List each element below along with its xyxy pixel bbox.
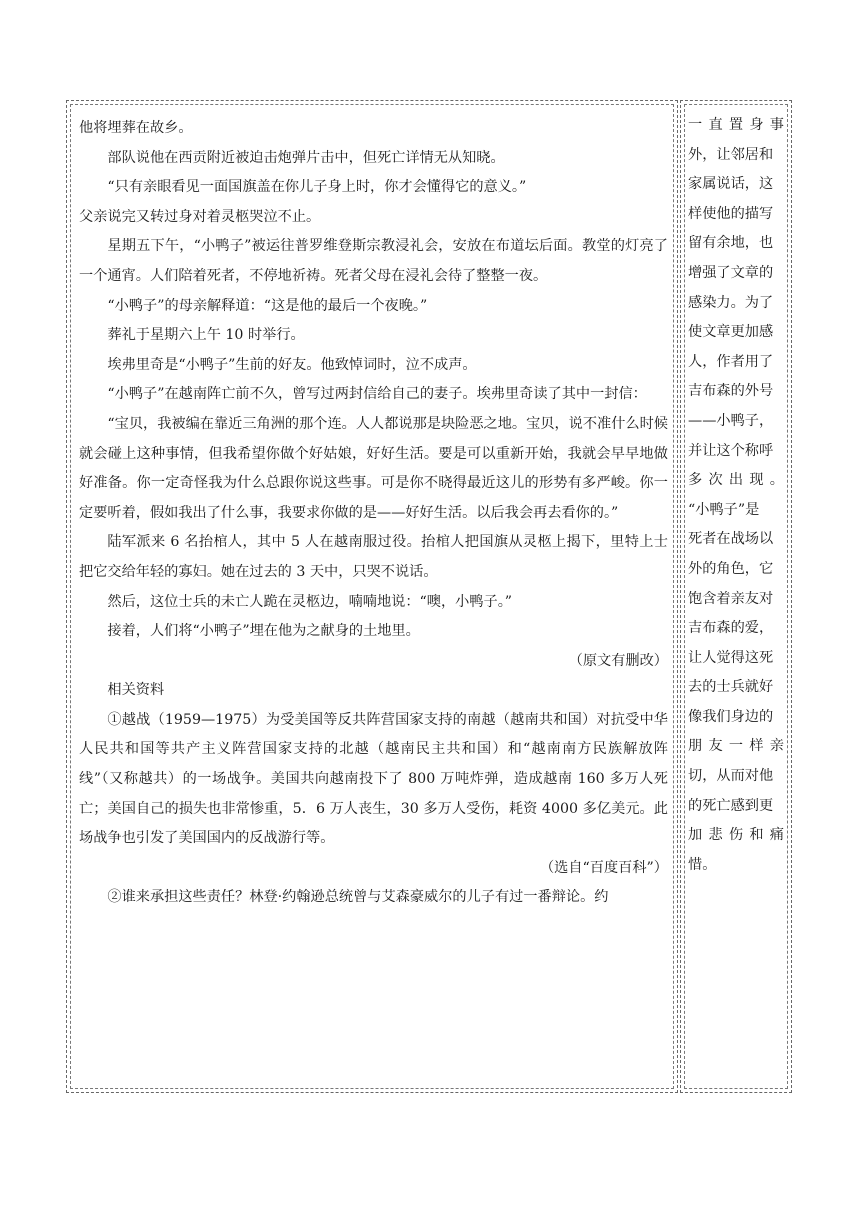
annotation-line: 样使他的描写	[688, 205, 774, 222]
annotation-line: 朋 友 一 样 亲	[688, 738, 784, 755]
main-text-column	[79, 114, 668, 913]
annotation-line: 外，让邻居和	[688, 146, 774, 163]
annotation-line: 让人觉得这死	[688, 649, 774, 666]
paragraph: ①越战（1959—1975）为受美国等反共阵营国家支持的南越（越南共和国）对抗受中华人民共和国等共产主义阵营国家支持的北越（越南民主共和国）和“越南南方民族解放阵线”（又称越共）的一场战争。美国共向越南投下了 800 万吨炸弹，造成越南 160 多万人死亡；美国自己的损失也非常惨重，5．6 万人丧生，30 多万人受伤，耗资 4000 多亿美元。此场战争也引发了美国国内的反战游行等。	[79, 711, 668, 847]
paragraph: 然后，这位士兵的未亡人跪在灵柩边，喃喃地说：“噢，小鸭子。”	[107, 593, 513, 610]
paragraph: ②谁来承担这些责任？林登·约翰逊总统曾与艾森豪威尔的儿子有过一番辩论。约	[107, 889, 609, 906]
annotation-line: 的死亡感到更	[688, 797, 774, 814]
paragraph: （选自“百度百科”）	[539, 859, 668, 876]
paragraph: “小鸭子”在越南阵亡前不久，曾写过两封信给自己的妻子。埃弗里奇读了其中一封信：	[107, 386, 647, 403]
annotation-line: 人，作者用了	[688, 353, 774, 370]
annotation-line: 吉布森的爱，	[688, 620, 774, 637]
annotation-line: ——小鸭子，	[688, 412, 774, 429]
paragraph: 埃弗里奇是“小鸭子”生前的好友。他致悼词时，泣不成声。	[107, 356, 477, 373]
paragraph: “宝贝，我被编在靠近三角洲的那个连。人人都说那是块险恶之地。宝贝，说不准什么时候就会碰上这种事情，但我希望你做个好姑娘，好好生活。要是可以重新开始，我就会早早地做好准备。你一定奇怪我为什么总跟你说这些事。可是你不晓得最近这儿的形势有多严峻。你一定要听着，假如我出了什么事，我要求你做的是——好好生活。以后我会再去看你的。”	[79, 415, 668, 521]
annotation-line: 死者在战场以	[688, 531, 774, 548]
annotation-line: 切，从而对他	[688, 768, 774, 785]
paragraph: 相关资料	[107, 682, 165, 699]
annotation-line: 留有余地，也	[688, 235, 774, 252]
paragraph: “小鸭子”的母亲解释道：“这是他的最后一个夜晚。”	[107, 297, 428, 314]
annotation-line: 加 悲 伤 和 痛	[688, 827, 784, 844]
paragraph: 葬礼于星期六上午 10 时举行。	[107, 327, 305, 344]
paragraph: 他将埋葬在故乡。	[79, 120, 193, 136]
annotation-line: 感染力。为了	[688, 294, 774, 311]
annotation-line: 使文章更加感	[688, 324, 774, 341]
annotation-line: 去的士兵就好	[688, 679, 774, 696]
paragraph: “只有亲眼看见一面国旗盖在你儿子身上时，你才会懂得它的意义。”	[107, 179, 527, 196]
annotation-line: 外的角色，它	[688, 560, 774, 577]
paragraph: 星期五下午，“小鸭子”被运往普罗维登斯宗教浸礼会，安放在布道坛后面。教堂的灯亮了一个通宵。人们陪着死者，不停地祈祷。死者父母在浸礼会待了整整一夜。	[79, 238, 668, 284]
paragraph: 陆军派来 6 名抬棺人，其中 5 人在越南服过役。抬棺人把国旗从灵柩上揭下，里特上士把它交给年轻的寡妇。她在过去的 3 天中，只哭不说话。	[79, 534, 668, 580]
paragraph: （原文有删改）	[568, 652, 668, 669]
annotation-line: 增强了文章的	[688, 264, 774, 281]
annotation-line: 像我们身边的	[688, 708, 774, 725]
annotation-line: 惜。	[688, 856, 717, 873]
annotation-line: 家属说话，这	[688, 176, 774, 193]
annotation-line: 一 直 置 身 事	[688, 117, 784, 133]
annotation-line: 吉布森的外号	[688, 383, 774, 400]
annotation-line: “小鸭子”是	[688, 501, 760, 518]
annotation-line: 饱含着亲友对	[688, 590, 774, 607]
paragraph: 接着，人们将“小鸭子”埋在他为之献身的土地里。	[107, 623, 420, 640]
paragraph: 部队说他在西贡附近被迫击炮弹片击中，但死亡详情无从知晓。	[107, 149, 505, 166]
annotation-line: 并让这个称呼	[688, 442, 774, 459]
paragraph: 父亲说完又转过身对着灵柩哭泣不止。	[79, 208, 321, 225]
annotation-line: 多 次 出 现 。	[688, 472, 784, 489]
annotation-column	[688, 111, 784, 880]
